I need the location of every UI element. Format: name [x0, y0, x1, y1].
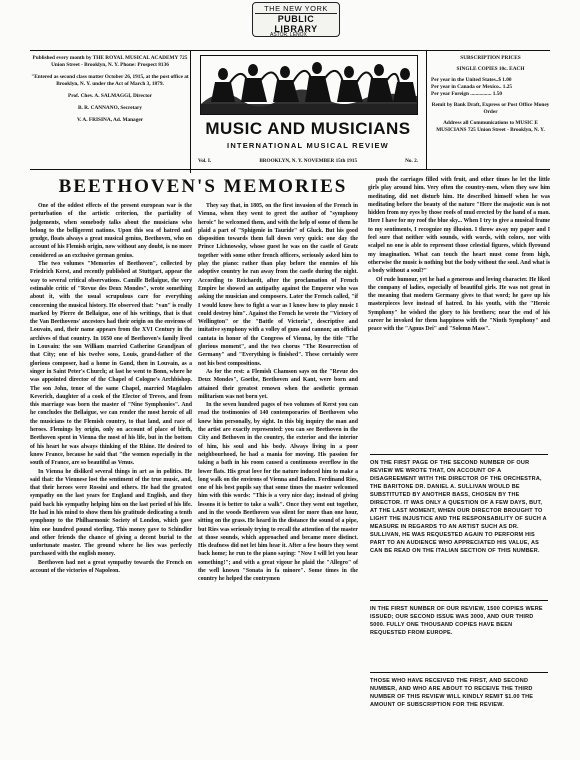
- dancing-figures-illustration: [201, 56, 417, 114]
- notice-text: THOSE WHO HAVE RECEIVED THE FIRST, AND SECOND NUMBER, AND WHO ARE ABOUT TO RECEIVE THE THIRD NUMBER OF THIS REVIEW WILL KINDLY REMIT $1.00 THE AMOUNT OF SUBSCRIPTION FOR THE REVIEW.: [370, 678, 534, 708]
- volume-label: Vol. I.: [198, 158, 212, 164]
- stamp-note: ASTOR, LENOX: [270, 32, 307, 38]
- notice-subscription: [370, 672, 548, 709]
- entered-notice: "Entered as second class matter October 26, 1915, at the post office at Brooklyn, N. Y. under the Act of March 3, 1879.: [31, 74, 189, 87]
- article-column-2: [198, 202, 358, 584]
- issue-date: BROOKLYN, N. Y. NOVEMBER 15th 1915: [259, 158, 358, 164]
- paragraph: Beethoven had not a great sympathy towards the French on account of the victories of Napoleon.: [30, 559, 192, 575]
- published-by: Published every month by THE ROYAL MUSICAL ACADEMY 725 Union Street - Brooklyn, N. Y. Phone: Prospect 8136: [32, 55, 188, 68]
- address-note: Address all Communications to MUSIC E MUSICIANS 725 Union Street - Brooklyn, N. Y.: [436, 120, 545, 133]
- notice-text: ON THE FIRST PAGE OF THE SECOND NUMBER OF OUR REVIEW WE WROTE THAT, ON ACCOUNT OF A DISAGREEMENT WITH THE DIRECTOR OF THE ORCHESTRA, THE BARITONE DR. DANIEL A. SULLIVAN WOULD BE SUBSTITUTED BY ANOTHER BASS, CHOSEN BY THE DIRECTOR. IT WAS ONLY A QUESTION OF A FEW DAYS, BUT, AT THE LAST MOMENT, WHEN OUR DIRECTOR BROUGHT TO LIGHT THE INJUSTICE AND THE RESPONSABILITY OF SUCH A MEASURE IN REGARDS TO AN ARTIST SUCH AS DR. SULLIVAN, HE WAS REQUESTED AGAIN TO PERFORM HIS PART TO AN AUDIENCE WHO APPRECIATED HIS VALUE, AS CAN BE READ ON THE ITALIAN SECTION OF THIS NUMBER.: [370, 460, 547, 554]
- article-headline: BEETHOVEN'S MEMORIES: [58, 176, 348, 197]
- remit-note: Remit by Bank Draft, Express or Post Office Money Order: [431, 102, 550, 115]
- secretary-line: B. R. CANNANO, Secretary: [77, 105, 143, 111]
- publication-subtitle: INTERNATIONAL MUSICAL REVIEW: [227, 141, 389, 150]
- paragraph: Of rude humour, yet he had a generous and loving character. He liked the company of ladies, especially of beautiful girls. He was not great in the meaning that modern Germany gives to that word; he gave up his masterpieces love instead of hatred. In his youth, with the "Heroic Symphony" he wished the glory to his brothers; near the end of his career he invoked for them happiness with the "Ninth Symphony" and peace with the "Agnus Dei" and "Solemn Mass".: [368, 276, 550, 333]
- issue-number: No. 2.: [405, 158, 418, 164]
- subscription-info: [426, 51, 550, 169]
- price-foreign: Per year Foreign ................ 1.50: [431, 91, 503, 97]
- price-list: [431, 77, 550, 98]
- single-copy-price: SINGLE COPIES 10c. EACH: [456, 66, 525, 72]
- stamp-line-2: PUBLIC LIBRARY: [274, 14, 318, 34]
- manager-line: V. A. FRISINA, Ad. Manager: [76, 117, 144, 123]
- article-column-3: [368, 176, 550, 334]
- paragraph: The two volumes "Memories of Beethoven", collected by Friedrich Kerst, and recently published at Stuttgart, appear the way to several critical observations. Camille Bellaigue, the very estimable critic of "Revue des Deux Mondes", wrote something about it, with the usual scrupulous care for everything concerning the musical history. He observed that: "van" is really marked by Pierre de Bellaigue, one of his writings, that is that the Van Beethovens' ancestors had their origin on the environs of Louvain, and, their name appears from the XVI Century in the archives of that country. In 1650 one of Beethoven's family lived in Louvain: the son William married Catherine Grandjean of that City; one of his twelve sons, Louis, grand-father of the glorious composer, had a home in Gand, then in Louvain, as a singer in Saint Peter's Church; at last he went to Bonn, where he was appointed director of the Chapel of Cologne's Archbishop. The son John, tenor of the same Chapel, married Magdalen Keverich, daughter of a cook of the Elector of Treves, and from this marriage was born the master of "Nine Symphonies". And he concludes the Bellaigue, we can render the most heroic of all the musicians to the Flemish country, to that land, and race of heroes. Flemings by origin, only on account of place of birth, Beethoven spent in Vienna the most of his life, but in the bottom of his heart he was always thinking of the Rhine. He desired to know France, because he said that "the women especially in the south of France, are so beautiful as Venus.: [30, 261, 192, 467]
- issue-line: [192, 158, 424, 164]
- paragraph: In the seven hundred pages of two volumes of Kerst you can read the testimonies of 140 contemporaries of Beethoven who knew him personally, by sight. In this big inquiry the man and the artist are exactly represented: you can see Beethoven in the City and Bethoven in the country, the exterior and the interior of him, his soul and his body. Always living in a poor neighbourhood, he had a mania for moving. His passion for taking a bath in his room caused a continuous overflow in the lower flats. His great love for the nature induced him to make a long walk on the environs of Vienna and Baden. Ferdinand Ries, one of his best pupils say that some times the master welcomed him with this words: "This is a very nice day; instead of giving lessons it is better to take a walk". Once they went out together, and in the woods Beethoven was silent for more than one hour, sitting on the grass. He heard in the distance the sound of a pipe, but Ries was seriously trying to recall the attention of the master at those sounds, which approached and became more distinct. His deafness did not let him hear it. After a few hours they went back home; he run to the piano saying: "Now I will let you hear something!"; and with a great vigour he plaid the "Allegro" of the well known "Sonata in fa minore". Some times in the country he helped the contrymen: [198, 402, 358, 583]
- paragraph: As for the rest: a Flemish Chamson says on the "Revue des Deux Mondes", Goethe, Beethoven and Kant, were born and attained their greatest renown when the aesthetic german militarism was not born yet.: [198, 368, 358, 400]
- paragraph: push the carriages filled with fruit, and other times he let the little girls play around him. Very often the country-men, when they saw him meditating, did not disturb him. He described himself when he was meditating before the beauty of the nature "Here the majestic sun is not hidden from my eyes by those roofs of mud erected by the hand of a man. Here I have for my roof the blue sky... When I try to give a musical frame to my sentiments, I recognize my illusion. I throw away my paper and I feel sure that neither with sounds, with words, with colors, nor with scalpel no one is able to represent those celestial figures, which flyround my imagination. What can touch the heart must come from high, otherwise the music is nothing but the body without the soul. And what is a body without a soul?": [368, 177, 550, 275]
- paragraph: One of the oddest effects of the present european war is the perturbation of the artistic criterion, the partiality of judgements, when somebody talks about the musicians who belong to the belligerent nations. Upon this sea of hatred and grudge, floats always a great musical genius, Beethoven, who on account of his Flemish origin, now without any doubt, is no more considered as an exclusive german genius.: [30, 203, 192, 259]
- masthead-center: [192, 51, 424, 169]
- notice-circulation: [370, 600, 548, 637]
- subscription-heading: SUBSCRIPTION PRICES: [460, 55, 521, 61]
- price-us: Per year in the United States..$ 1.00: [431, 77, 512, 83]
- banner-illustration: [200, 55, 418, 115]
- notice-sullivan: [370, 454, 548, 555]
- paragraph: They say that, in 1805, on the first invasion of the French in Vienna, when they went to greet the author of "symphony heroic" he welcomed them, and with the help of some of them he plaid a part of "Sphigenie in Tauride" of Gluck. But his good disposition towards them fall down very quick: one day the Prince Lichnowsky, whose guest he was on the castle of Gratz together with some other french officers, seriously asked him to play the piano: rather than play before the enemies of his adoptive country he ran away from the castle during the night. According to Reichardt, after the proclamation of French Empire he showed an antipathy against the Emperor who was asking the musician and composers. Later the French called, "if I would know how to fight a war as I know how to play music I could destroy him". Against the French he wrote the "Victory of Wellington" or the "Battle of Victoria", descriptive and imitative symphony with a volley of guns and cannon; an official cantata in honor of the Congress of Vienna, by the title "The glorious moment", and the two chorus "The Resurrection of Germany" and "Everything is finished". These certainly were not his best compositions.: [198, 203, 358, 367]
- paragraph: In Vienna he disliked several things in art as in politics. He said that: the Viennese lost the sentiment of the true music, and, that their heroes were Rossini and others. He had the greatest sympathy on the last years for England and English, and they paid back his sympathy helping him on the last period of his life. He had in his mind to show them his gratitude dedicating a tenth symphony to the Philharmonic Society of London, which gave him one hundred pound sterling. This money gave to Schindler and other friends the chance of giving a decent burial to the unfortunate master. The ground where he lies was perfectly purchased with the english money.: [30, 468, 192, 558]
- article-column-1: [30, 202, 192, 575]
- publication-title: MUSIC AND MUSICIANS: [205, 119, 411, 138]
- stamp-line-1: THE NEW YORK: [255, 4, 337, 14]
- notice-text: IN THE FIRST NUMBER OF OUR REVIEW, 1500 COPIES WERE ISSUED; OUR SECOND ISSUE WAS 3000, AND OUR THIRD 5000. FULLY ONE THOUSAND COPIES HAVE BEEN REQUESTED FROM EUROPE.: [370, 606, 543, 636]
- masthead-header: [30, 50, 550, 170]
- price-canada: Per year in Canada or Mexico.. 1.25: [431, 84, 513, 90]
- publisher-info: [30, 51, 191, 173]
- director-line: Prof. Chev. A. SALMAGGI, Director: [68, 93, 152, 99]
